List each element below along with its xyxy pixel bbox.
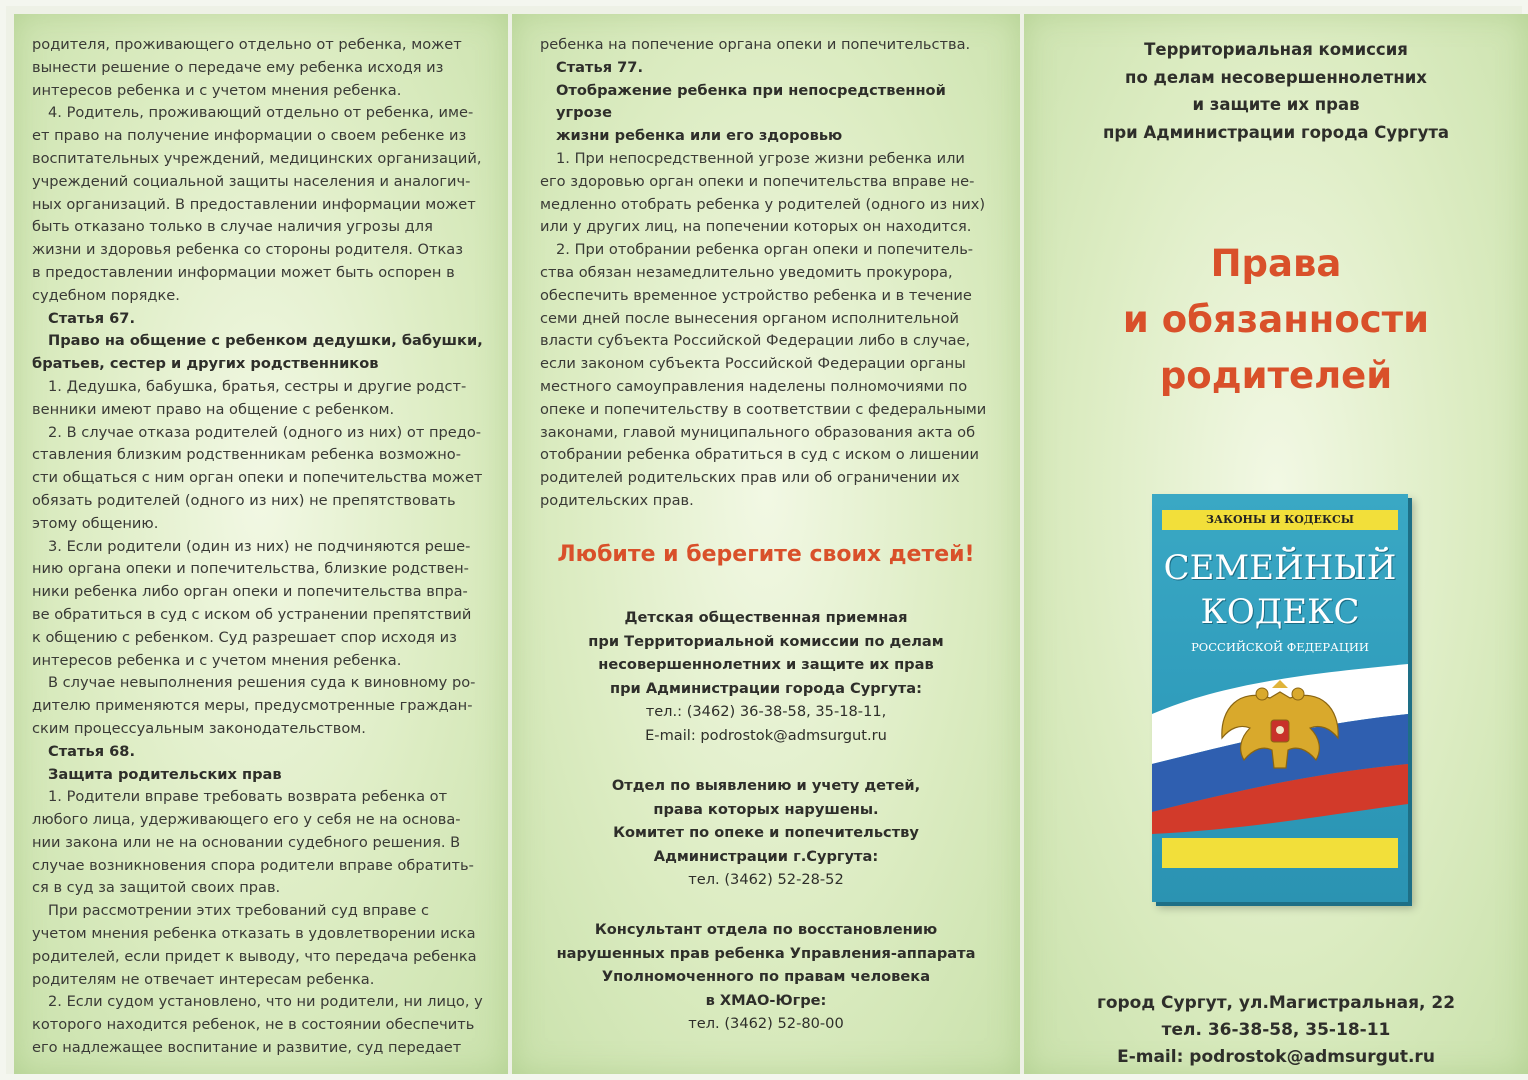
organization-name-line: и защите их прав <box>1192 95 1360 114</box>
text-line: интересов ребенка и с учетом мнения ребенка. <box>32 81 402 99</box>
text-line: 2. Если судом установлено, что ни родители, ни лицо, у <box>48 993 483 1011</box>
title-line: родителей <box>1159 354 1393 397</box>
text-line: опеке и попечительству в соответствии с федеральными <box>540 400 987 418</box>
title-line: Права <box>1210 242 1342 285</box>
contact-heading-line: в ХМАО-Югре: <box>705 991 827 1009</box>
text-line: законами, главой муниципального образования акта об <box>540 423 976 441</box>
text-line: обязать родителей (одного из них) не препятствовать <box>32 491 456 509</box>
text-line: ет право на получение информации о своем ребенке из <box>32 127 467 145</box>
text-line: ники ребенка либо орган опеки и попечительства впра- <box>32 583 468 601</box>
middle-panel <box>512 14 1020 1074</box>
article-heading: Статья 68. <box>48 742 136 760</box>
book-subtitle: РОССИЙСКОЙ ФЕДЕРАЦИИ <box>1191 640 1369 654</box>
text-line: дителю применяются меры, предусмотренные граждан- <box>32 697 473 715</box>
text-line: родителя, проживающего отдельно от ребенка, может <box>32 36 462 53</box>
cover-panel <box>1024 14 1528 1074</box>
address-line: город Сургут, ул.Магистральная, 22 <box>1096 993 1456 1013</box>
text-line: учетом мнения ребенка отказать в удовлетворении иска <box>32 925 476 943</box>
text-line: местного самоуправления наделены полномочиями по <box>540 377 968 395</box>
contact-heading-line: Комитет по опеке и попечительству <box>613 824 919 842</box>
contact-detail-line: E-mail: podrostok@admsurgut.ru <box>645 726 887 744</box>
text-line: быть отказано только в случае наличия угрозы для <box>32 218 433 236</box>
text-line: к общению с ребенком. Суд разрешает спор исходя из <box>32 628 457 646</box>
article-heading: Статья 67. <box>48 309 136 327</box>
text-line: обеспечить временное устройство ребенка и в течение <box>540 286 972 304</box>
contact-heading-line: Уполномоченного по правам человека <box>601 968 931 986</box>
text-line: 1. Дедушка, бабушка, братья, сестры и другие родст- <box>48 377 467 395</box>
contact-heading-line: при Территориальной комиссии по делам <box>588 632 944 650</box>
contact-detail-line: тел. (3462) 52-28-52 <box>688 871 844 889</box>
brochure-title <box>1024 236 1528 404</box>
text-line: 2. В случае отказа родителей (одного из них) от предо- <box>48 423 482 441</box>
contact-block-reception <box>512 606 1020 748</box>
book-title-line-1: СЕМЕЙНЫЙ <box>1163 548 1397 588</box>
text-line: нию органа опеки и попечительства, близкие родствен- <box>32 560 469 578</box>
text-line: этому общению. <box>32 514 159 532</box>
left-panel <box>14 14 508 1074</box>
text-line: семи дней после вынесения органом исполнительной <box>540 309 960 327</box>
text-line: отобрании ребенка обратиться в суд с иском о лишении <box>540 446 979 464</box>
text-line: учреждений социальной защиты населения и аналогич- <box>32 172 471 190</box>
book-bottom-band <box>1162 838 1398 868</box>
contact-heading-line: при Администрации города Сургута: <box>610 679 922 697</box>
text-line: нии закона или не на основании судебного решения. В <box>32 833 461 851</box>
text-line: 1. Родители вправе требовать возврата ребенка от <box>48 788 448 806</box>
contact-heading-line: несовершеннолетних и защите их прав <box>598 656 934 674</box>
address-line: E-mail: podrostok@admsurgut.ru <box>1117 1047 1435 1067</box>
contact-heading-line: права которых нарушены. <box>653 800 879 818</box>
flag-and-emblem <box>1152 654 1408 834</box>
text-line: 3. Если родители (один из них) не подчиняются реше- <box>48 537 471 555</box>
text-line: ных организаций. В предоставлении информации может <box>32 195 476 213</box>
family-code-book-image <box>1152 494 1408 902</box>
organization-name <box>1024 36 1528 146</box>
text-line: венники имеют право на общение с ребенком. <box>32 400 395 418</box>
text-line: родительских прав. <box>540 491 694 509</box>
text-line: медленно отобрать ребенка у родителей (одного из них) <box>540 195 986 213</box>
contact-detail-line: тел.: (3462) 36-38-58, 35-18-11, <box>645 703 887 721</box>
organization-name-line: по делам несовершеннолетних <box>1125 67 1427 87</box>
text-line: жизни и здоровья ребенка со стороны родителя. Отказ <box>32 241 464 259</box>
article-heading: братьев, сестер и других родственников <box>32 355 379 373</box>
article-heading: Защита родительских прав <box>48 765 282 783</box>
article-heading: Статья 77. <box>556 58 644 76</box>
text-line: которого находится ребенок, не в состоянии обеспечить <box>32 1016 475 1034</box>
title-line: и обязанности <box>1122 298 1430 341</box>
organization-name-line: при Администрации города Сургута <box>1102 122 1450 142</box>
contact-detail-line: тел. (3462) 52-80-00 <box>688 1015 844 1033</box>
law-text-column-2 <box>540 34 1000 513</box>
text-line: воспитательных учреждений, медицинских организаций, <box>32 149 482 167</box>
article-heading: Право на общение с ребенком дедушки, бабушки, <box>48 332 483 350</box>
text-line: ся в суд за защитой своих прав. <box>32 879 281 897</box>
address-block <box>1024 990 1528 1071</box>
book-series-band: ЗАКОНЫ И КОДЕКСЫ <box>1162 510 1398 530</box>
text-line: его здоровью орган опеки и попечительства вправе не- <box>540 172 975 190</box>
text-line: власти субъекта Российской Федерации либо в случае, <box>540 332 971 350</box>
text-line: ским процессуальным законодательством. <box>32 719 366 737</box>
text-line: если законом субъекта Российской Федерации органы <box>540 355 966 373</box>
organization-name-line: Территориальная комиссия <box>1144 40 1408 59</box>
article-heading: жизни ребенка или его здоровью <box>556 127 843 145</box>
contact-block-ombudsman <box>512 918 1020 1036</box>
text-line: любого лица, удерживающего его у себя не на основа- <box>32 811 461 829</box>
book-title <box>1152 546 1408 634</box>
text-line: вынести решение о передаче ему ребенка исходя из <box>32 58 444 76</box>
text-line: интересов ребенка и с учетом мнения ребенка. <box>32 651 402 669</box>
slogan: Любите и берегите своих детей! <box>557 542 975 567</box>
contact-heading-line: Отдел по выявлению и учету детей, <box>611 777 921 794</box>
text-line: в предоставлении информации может быть оспорен в <box>32 263 455 281</box>
text-line: 2. При отобрании ребенка орган опеки и попечитель- <box>556 241 974 259</box>
contact-heading-line: Консультант отдела по восстановлению <box>594 921 938 938</box>
contact-heading-line: нарушенных прав ребенка Управления-аппарата <box>556 944 976 962</box>
text-line: судебном порядке. <box>32 286 180 304</box>
text-line: или у других лиц, на попечении которых он находится. <box>540 218 972 236</box>
text-line: его надлежащее воспитание и развитие, суд передает <box>32 1039 462 1057</box>
address-line: тел. 36-38-58, 35-18-11 <box>1161 1020 1391 1040</box>
text-line: родителей родительских прав или об ограничении их <box>540 469 960 487</box>
law-text-column-1 <box>32 34 494 1060</box>
contact-block-guardianship <box>512 774 1020 892</box>
contact-heading-line: Администрации г.Сургута: <box>653 847 879 865</box>
text-line: случае возникновения спора родители вправе обратить- <box>32 856 474 874</box>
text-line: ставления близким родственникам ребенка возможно- <box>32 446 461 464</box>
book-title-line-2: КОДЕКС <box>1200 592 1360 632</box>
text-line: 4. Родитель, проживающий отдельно от ребенка, име- <box>48 104 474 122</box>
contact-heading-line: Детская общественная приемная <box>624 609 908 626</box>
text-line: ве обратиться в суд с иском об устранении препятствий <box>32 605 472 623</box>
text-line: В случае невыполнения решения суда к виновному ро- <box>48 674 476 692</box>
text-line: родителям не отвечает интересам ребенка. <box>32 970 375 988</box>
text-line: ребенка на попечение органа опеки и попечительства. <box>540 36 971 53</box>
text-line: родителей, если придет к выводу, что передача ребенка <box>32 947 477 965</box>
text-line: ства обязан незамедлительно уведомить прокурора, <box>540 263 953 281</box>
text-line: сти общаться с ним орган опеки и попечительства может <box>32 469 483 487</box>
text-line: 1. При непосредственной угрозе жизни ребенка или <box>556 149 965 167</box>
article-heading: Отображение ребенка при непосредственной угрозе <box>556 81 946 122</box>
brochure-sheet <box>6 6 1522 1074</box>
text-line: При рассмотрении этих требований суд вправе с <box>48 902 430 920</box>
